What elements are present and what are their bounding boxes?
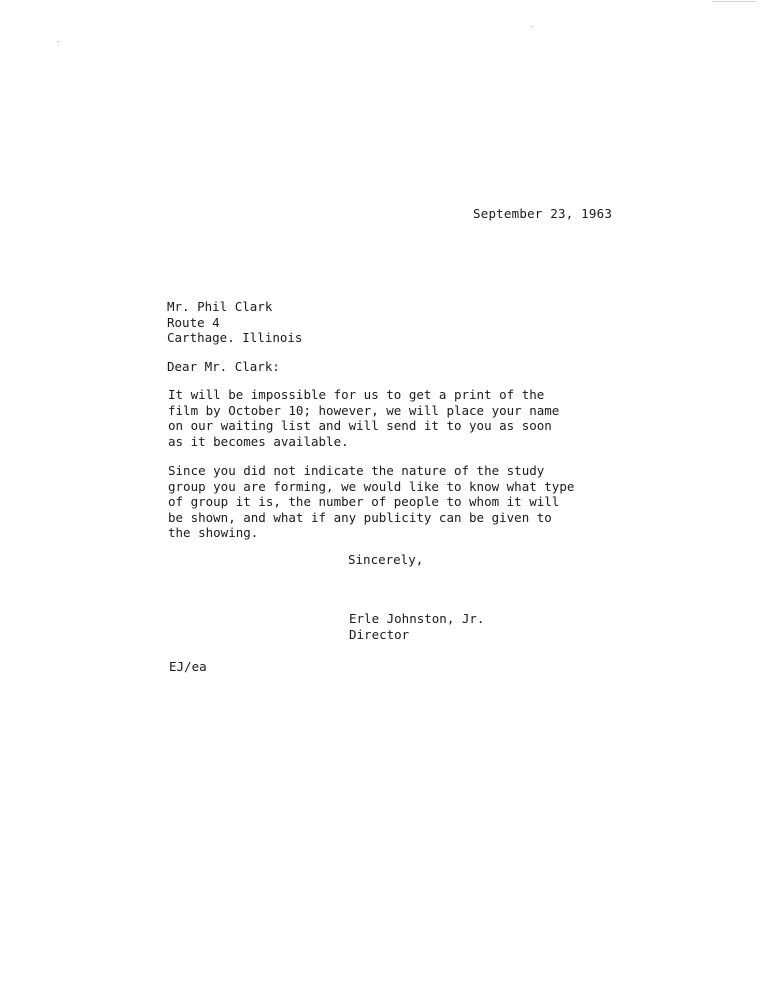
paper-speck	[712, 1, 756, 2]
salutation: Dear Mr. Clark:	[167, 359, 280, 374]
signer-title: Director	[349, 626, 410, 642]
paper-speck	[57, 41, 59, 42]
closing: Sincerely,	[348, 552, 424, 567]
letter-date: September 23, 1963	[473, 206, 613, 221]
recipient-city: Carthage. Illinois	[167, 330, 303, 345]
signature-block	[349, 611, 484, 642]
typist-initials: EJ/ea	[169, 659, 207, 674]
signer-name: Erle Johnston, Jr.	[349, 611, 485, 626]
recipient-name: Mr. Phil Clark	[167, 299, 273, 314]
recipient-address	[167, 299, 302, 346]
body-paragraph-2: Since you did not indicate the nature of the study group you are forming, we would like to know what type of group it is, the number of people to whom it will be shown, and what if any publicity can be given to the showing.	[168, 463, 575, 540]
recipient-street: Route 4	[167, 314, 220, 330]
body-paragraph-1: It will be impossible for us to get a print of the film by October 10; however, we will place your name on our waiting list and will send it to you as soon as it becomes available.	[168, 387, 560, 449]
paper-speck	[531, 26, 533, 27]
